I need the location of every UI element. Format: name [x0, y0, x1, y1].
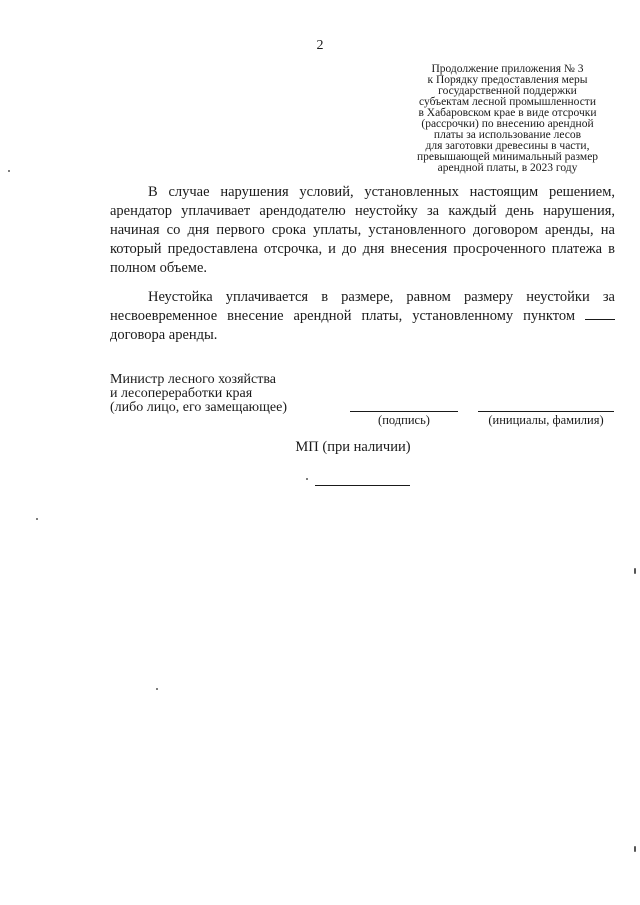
- appendix-header-line: превышающей минимальный размер: [416, 151, 599, 163]
- appendix-header-line: к Порядку предоставления меры: [427, 74, 588, 86]
- appendix-header-line: государственной поддержки: [438, 85, 577, 97]
- scan-speck: [306, 478, 308, 480]
- appendix-header-line: для заготовки древесины в части,: [425, 140, 590, 152]
- penalty-amount-text-end: договора аренды.: [110, 327, 218, 343]
- appendix-header-line: Продолжение приложения № 3: [431, 63, 584, 75]
- penalty-paragraph: В случае нарушения условий, установленных настоящим решением, арендатор уплачивает арендодателю неустойку за каждый день нарушения, начиная со дня первого срока уплаты, установленного договором аренды, на который предоставлена отсрочка, и до дня внесения просроченного платежа в полном объеме.: [110, 184, 615, 276]
- signatory-line: Министр лесного хозяйства: [110, 372, 276, 387]
- signature-field: [350, 397, 458, 427]
- penalty-amount-text: Неустойка уплачивается в размере, равном размеру неустойки за несвоевременное внесение арендной платы, установленному пунктом: [110, 289, 615, 324]
- signatory-line: (либо лицо, его замещающее): [110, 400, 287, 415]
- name-field: [478, 397, 614, 427]
- name-caption: (инициалы, фамилия): [488, 413, 604, 427]
- appendix-header-line: субъектам лесной промышленности: [419, 96, 596, 108]
- scan-speck: [634, 568, 636, 574]
- appendix-header: [380, 64, 635, 174]
- scan-speck: [8, 170, 10, 172]
- name-line: [478, 397, 614, 412]
- appendix-header-line: арендной платы, в 2023 году: [437, 162, 578, 174]
- signature-line: [350, 397, 458, 412]
- signatory-line: и лесопереработки края: [110, 386, 253, 401]
- signatory-title: [110, 373, 287, 415]
- body-text: [110, 183, 615, 345]
- scan-speck: [36, 518, 38, 520]
- clause-number-blank: [585, 307, 615, 320]
- penalty-amount-paragraph: [110, 288, 615, 345]
- stamp-label: МП (при наличии): [295, 439, 411, 455]
- appendix-header-line: платы за использование лесов: [433, 129, 582, 141]
- appendix-header-line: в Хабаровском крае в виде отсрочки: [418, 107, 597, 119]
- stamp-line: [315, 485, 410, 486]
- scan-speck: [634, 846, 636, 852]
- page-number: 2: [316, 38, 324, 53]
- scan-speck: [156, 688, 158, 690]
- appendix-header-line: (рассрочки) по внесению арендной: [421, 118, 594, 130]
- signature-caption: (подпись): [378, 413, 430, 427]
